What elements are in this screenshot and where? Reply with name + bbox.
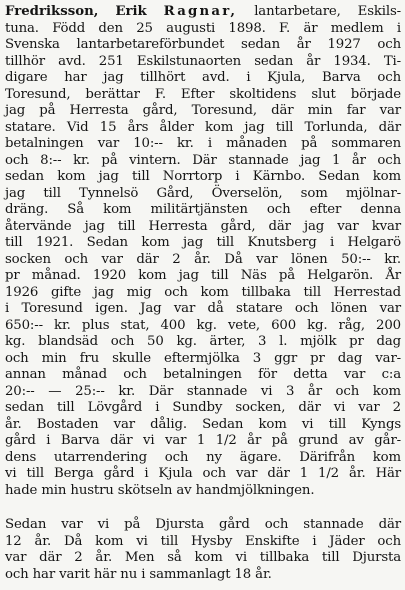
text-line: tillhör avd. 251 Eskilstunaorten sedan år 1934. Ti- (5, 53, 401, 69)
text-line: annan månad och betalningen för detta var c:a (5, 367, 401, 382)
entry-heading-line (5, 4, 401, 21)
text-line: år. Bostaden var dålig. Sedan kom vi till Kyngs (5, 416, 401, 432)
text-line: tuna. Född den 25 augusti 1898. F. är medlem i (5, 20, 401, 36)
text-line: socken och var där 2 år. Då var lönen 50:-- kr. (5, 251, 401, 267)
text-line: återvände jag till Herresta gård, där jag var kvar (5, 218, 401, 234)
given-name: Erik (115, 4, 147, 19)
text-line: i Toresund igen. Jag var då statare och lönen var (5, 301, 401, 316)
text-line: till 1921. Sedan kom jag till Knutsberg i Helgarö (5, 235, 401, 250)
text-line: vi till Berga gård i Kjula och var där 1 1/2 år. Här (5, 466, 401, 481)
biography-paragraph (5, 4, 401, 499)
surname: Fredriksson, (5, 4, 99, 19)
closing-line: var där 2 år. Men så kom vi tillbaka till Djursta (5, 550, 401, 565)
text-line: dens utarrendering och ny ägare. Därifrån kom (5, 449, 401, 465)
text-line: kg. blandsäd och 50 kg. ärter, 3 l. mjölk pr dag (5, 334, 401, 349)
text-line: statare. Vid 15 års ålder kom jag till Torlunda, där (5, 119, 401, 135)
text-line: sedan till Lövgård i Sundby socken, där vi var 2 (5, 400, 401, 415)
text-line: gård i Barva där vi var 1 1/2 år på grund av går- (5, 433, 401, 448)
text-line: Toresund, berättar F. Efter skoltidens slut började (5, 86, 401, 102)
text-line: sedan kom jag till Norrtorp i Kärnbo. Sedan kom (5, 169, 401, 184)
text-line: och min fru skulle eftermjölka 3 ggr pr dag var- (5, 350, 401, 366)
text-line: 20:-- — 25:-- kr. Där stannade vi 3 år och kom (5, 383, 401, 399)
text-line: 650:-- kr. plus stat, 400 kg. vete, 600 kg. råg, 200 (5, 317, 401, 333)
text-line: digare har jag tillhört avd. i Kjula, Barva och (5, 70, 401, 85)
occupation: lantarbetare, Eskils- (254, 4, 401, 19)
text-line: betalningen var 10:-- kr. i månaden på sommaren (5, 136, 401, 151)
middle-name: Ragnar, (163, 4, 238, 19)
text-line: hade min hustru skötseln av handmjölkningen. (5, 482, 315, 498)
text-line: jag till Tynnelsö Gård, Överselön, som mjölnar- (5, 185, 401, 201)
closing-line: och har varit här nu i sammanlagt 18 år. (5, 566, 272, 582)
text-line: jag på Herresta gård, Toresund, där min far var (5, 103, 401, 118)
text-line: 1926 gifte jag mig och kom tillbaka till Herrestad (5, 284, 401, 300)
text-line: och 8:-- kr. på vintern. Där stannade jag 1 år och (5, 152, 401, 168)
closing-paragraph (5, 517, 401, 583)
closing-line: 12 år. Då kom vi till Hysby Enskifte i Jäder och (5, 533, 401, 549)
closing-line: Sedan var vi på Djursta gård och stannade där (5, 517, 401, 532)
text-line: dräng. Så kom militärtjänsten och efter denna (5, 202, 401, 217)
text-line: Svenska lantarbetareförbundet sedan år 1927 och (5, 37, 401, 52)
text-line: pr månad. 1920 kom jag till Näs på Helgarön. År (5, 268, 401, 283)
